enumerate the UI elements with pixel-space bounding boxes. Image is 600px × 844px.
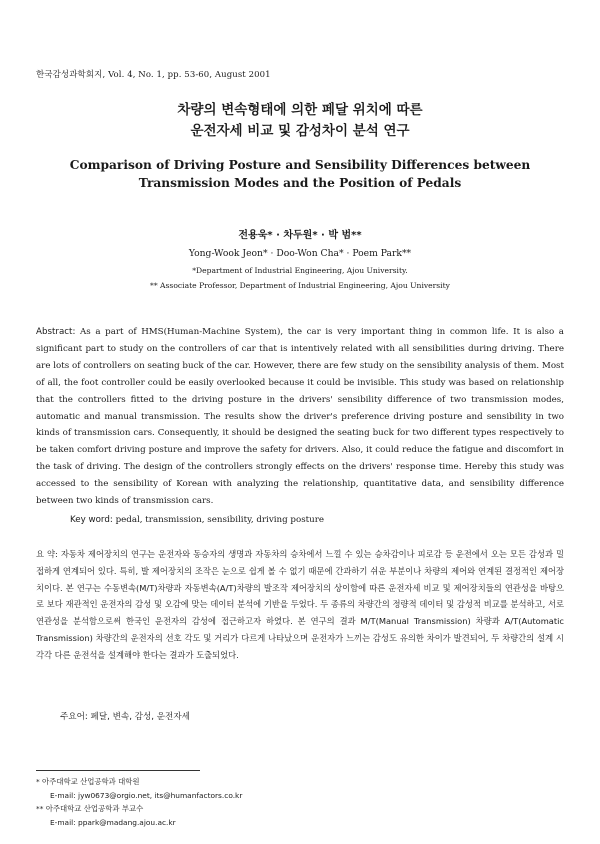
keywords [70, 515, 560, 525]
authors-english: Yong-Wook Jeon* · Doo-Won Cha* · Poem Park** [188, 248, 412, 259]
footnotes [36, 775, 436, 829]
korean-summary [36, 546, 564, 664]
title-korean [0, 100, 600, 142]
journal-citation: 한국감성과학회지, Vol. 4, No. 1, pp. 53-60, August 2001 [36, 70, 271, 80]
footnote-email-2: E-mail: ppark@madang.ajou.ac.kr [50, 817, 176, 827]
keywords-label: Key word: [70, 515, 113, 525]
footnote-email-1: E-mail: jyw0673@orgio.net, its@humanfactors.co.kr [50, 790, 243, 800]
korean-keywords-label: 주요어: [60, 712, 88, 722]
title-english-line-2: Transmission Modes and the Position of Pedals [138, 176, 462, 190]
authors-korean: 전용욱* · 차두원* · 박 범** [238, 230, 362, 241]
affiliation-2: ** Associate Professor, Department of Industrial Engineering, Ajou University [150, 281, 450, 290]
title-korean-line-2: 운전자세 비교 및 감성차이 분석 연구 [190, 123, 410, 139]
footnote-affiliation-2: ** 아주대학교 산업공학과 부교수 [36, 804, 144, 814]
korean-summary-text: 자동차 제어장치의 연구는 운전자와 동승자의 생명과 자동차의 승차에서 느낄 수 있는 승차감이나 피로감 등 운전에서 오는 모든 감성과 밀접하게 연계되어 있다. 특히, 발 제어장치의 조작은 눈으로 쉽게 볼 수 없기 때문에 간과하기 쉬운 부분이나 차량의 제어와 연계된 결정적인 제어장치이다. 본 연구는 수동변속(M/T)차량과 자동변속(A/T)차량의 발조작 제어장치의 상이함에 따른 운전자세 비교 및 제어장치들의 연관성을 바탕으로 보다 재관적인 운전자의 감성 및 오감에 맞는 데이터 분석에 기반을 두었다. 두 종류의 차량간의 정량적 데이터 및 감성적 비교를 분석하고, 서로 연관성을 분석함으로써 한국인 운전자의 감성에 접근하고자 하였다. 본 연구의 결과 M/T(Manual Transmission) 차량과 A/T(Automatic Transmission) 차량간의 운전자의 선호 각도 및 거리가 다르게 나타났으며 운전자가 느끼는 감성도 유의한 차이가 발견되어, 두 차량간의 설계 시 각각 다른 운전석을 설계해야 한다는 결과가 도출되었다. [36, 549, 565, 660]
title-korean-line-1: 차량의 변속형태에 의한 페달 위치에 따른 [177, 102, 423, 118]
keywords-text: pedal, transmission, sensibility, driving posture [115, 515, 325, 525]
korean-keywords [60, 710, 550, 722]
abstract-text: As a part of HMS(Human-Machine System), the car is very important thing in common life. It is also a significant part to study on the controllers of car that is intentively related with all sensibilities during driving. There are lots of controllers on seating buck of the car. However, there are few study on the sensibility analysis of them. Most of all, the foot controller could be easily overlooked because it could be invisible. This study was based on relationship that the controllers fitted to the driving posture in the drivers' sensibility difference of two transmission modes, automatic and manual transmission. The results show the driver's preference driving posture and sensibility in two kinds of transmission cars. Consequently, it should be designed the seating buck for two different types respectively to be taken comfort driving posture and improve the safety for drivers. Also, it could reduce the fatigue and discomfort in the task of driving. The design of the controllers strongly effects on the drivers' response time. Hereby this study was accessed to the sensibility of Korean with analyzing the relationship, quantitative data, and sensibility difference between two kinds of transmission cars. [36, 327, 564, 507]
title-english-line-1: Comparison of Driving Posture and Sensibility Differences between [69, 158, 531, 172]
korean-keywords-text: 페달, 변속, 감성, 운전자세 [90, 712, 190, 722]
abstract [36, 324, 564, 510]
affiliation-1: *Department of Industrial Engineering, Ajou University. [192, 266, 408, 275]
abstract-label: Abstract: [36, 327, 76, 337]
footnote-affiliation-1: * 아주대학교 산업공학과 대학원 [36, 777, 140, 786]
title-english [0, 156, 600, 192]
footnote-divider [36, 770, 200, 771]
korean-summary-label: 요 약: [36, 549, 58, 559]
